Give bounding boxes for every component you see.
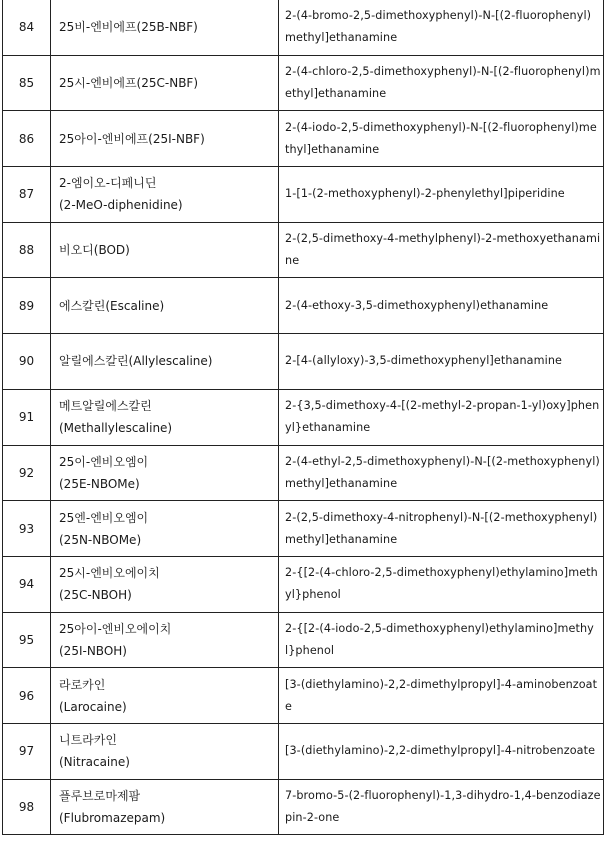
substance-name-korean: 25아이-엔비오에이치 bbox=[59, 621, 172, 636]
row-number-cell: 90 bbox=[3, 334, 51, 390]
table-row bbox=[3, 55, 604, 111]
substance-name-cell bbox=[51, 612, 279, 668]
chemical-name-cell: 2-(2,5-dimethoxy-4-methylphenyl)-2-methoxyethanamine bbox=[279, 222, 604, 278]
chemical-name-cell: 2-(4-iodo-2,5-dimethoxyphenyl)-N-[(2-fluorophenyl)methyl]ethanamine bbox=[279, 111, 604, 167]
substance-name-cell bbox=[51, 501, 279, 557]
substance-name-english: (Flubromazepam) bbox=[59, 810, 166, 825]
row-number-cell: 91 bbox=[3, 389, 51, 445]
chemical-name-cell: 2-(4-ethyl-2,5-dimethoxyphenyl)-N-[(2-methoxyphenyl)methyl]ethanamine bbox=[279, 445, 604, 501]
table-row bbox=[3, 779, 604, 835]
substance-name-cell bbox=[51, 278, 279, 334]
chemical-name-cell: 2-(4-ethoxy-3,5-dimethoxyphenyl)ethanamine bbox=[279, 278, 604, 334]
chemical-name-cell: 2-{[2-(4-chloro-2,5-dimethoxyphenyl)ethylamino]methyl}phenol bbox=[279, 556, 604, 612]
chemical-name-cell: [3-(diethylamino)-2,2-dimethylpropyl]-4-aminobenzoate bbox=[279, 668, 604, 724]
substance-name-cell bbox=[51, 389, 279, 445]
substance-name-korean: 25엔-엔비오엠이 bbox=[59, 510, 149, 525]
substance-name-cell bbox=[51, 334, 279, 390]
substance-name-korean: 25시-엔비에프(25C-NBF) bbox=[59, 76, 199, 91]
substance-name-cell bbox=[51, 668, 279, 724]
table-body bbox=[3, 0, 604, 835]
substance-name-korean: 메트알릴에스칼린 bbox=[59, 399, 152, 414]
row-number-cell: 87 bbox=[3, 167, 51, 223]
row-number-cell: 84 bbox=[3, 0, 51, 55]
substance-name-english: (25I-NBOH) bbox=[59, 643, 127, 658]
substance-name-english: (25C-NBOH) bbox=[59, 588, 132, 603]
chemical-name-cell: 2-(4-bromo-2,5-dimethoxyphenyl)-N-[(2-fluorophenyl)methyl]ethanamine bbox=[279, 0, 604, 55]
chemical-name-cell: 2-[4-(allyloxy)-3,5-dimethoxyphenyl]ethanamine bbox=[279, 334, 604, 390]
substance-name-korean: 니트라카인 bbox=[59, 733, 117, 748]
table-row bbox=[3, 278, 604, 334]
table-row bbox=[3, 389, 604, 445]
substance-name-korean: 25아이-엔비에프(25I-NBF) bbox=[59, 131, 205, 146]
table-row bbox=[3, 668, 604, 724]
substance-name-english: (Methallylescaline) bbox=[59, 421, 173, 436]
table-row bbox=[3, 334, 604, 390]
substance-name-cell bbox=[51, 167, 279, 223]
chemical-name-cell: 1-[1-(2-methoxyphenyl)-2-phenylethyl]piperidine bbox=[279, 167, 604, 223]
row-number-cell: 88 bbox=[3, 222, 51, 278]
substance-name-cell bbox=[51, 445, 279, 501]
substance-name-korean: 25비-엔비에프(25B-NBF) bbox=[59, 20, 198, 35]
table-row bbox=[3, 445, 604, 501]
substance-name-cell bbox=[51, 779, 279, 835]
substance-name-korean: 라로카인 bbox=[59, 677, 106, 692]
substance-name-korean: 비오디(BOD) bbox=[59, 243, 130, 258]
row-number-cell: 85 bbox=[3, 55, 51, 111]
table-row bbox=[3, 167, 604, 223]
substance-name-cell bbox=[51, 723, 279, 779]
substance-name-korean: 2-엠이오-디페니딘 bbox=[59, 176, 157, 191]
chemical-name-cell: 2-{[2-(4-iodo-2,5-dimethoxyphenyl)ethylamino]methyl}phenol bbox=[279, 612, 604, 668]
substance-name-cell bbox=[51, 111, 279, 167]
chemical-name-cell: 2-(2,5-dimethoxy-4-nitrophenyl)-N-[(2-methoxyphenyl)methyl]ethanamine bbox=[279, 501, 604, 557]
table-row bbox=[3, 723, 604, 779]
table-row bbox=[3, 612, 604, 668]
substance-name-english: (Nitracaine) bbox=[59, 755, 130, 770]
row-number-cell: 89 bbox=[3, 278, 51, 334]
row-number-cell: 96 bbox=[3, 668, 51, 724]
substance-name-english: (25E-NBOMe) bbox=[59, 476, 140, 491]
chemical-name-cell: 7-bromo-5-(2-fluorophenyl)-1,3-dihydro-1,4-benzodiazepin-2-one bbox=[279, 779, 604, 835]
row-number-cell: 94 bbox=[3, 556, 51, 612]
table-row bbox=[3, 222, 604, 278]
chemical-name-cell: 2-{3,5-dimethoxy-4-[(2-methyl-2-propan-1-yl)oxy]phenyl}ethanamine bbox=[279, 389, 604, 445]
substance-name-korean: 에스칼린(Escaline) bbox=[59, 298, 165, 313]
substance-name-english: (25N-NBOMe) bbox=[59, 532, 142, 547]
row-number-cell: 93 bbox=[3, 501, 51, 557]
row-number-cell: 97 bbox=[3, 723, 51, 779]
substance-name-english: (Larocaine) bbox=[59, 699, 127, 714]
substance-name-cell bbox=[51, 556, 279, 612]
table-row bbox=[3, 111, 604, 167]
substance-name-cell bbox=[51, 0, 279, 55]
table-row bbox=[3, 556, 604, 612]
chemical-name-cell: [3-(diethylamino)-2,2-dimethylpropyl]-4-nitrobenzoate bbox=[279, 723, 604, 779]
chemical-name-cell: 2-(4-chloro-2,5-dimethoxyphenyl)-N-[(2-fluorophenyl)methyl]ethanamine bbox=[279, 55, 604, 111]
row-number-cell: 86 bbox=[3, 111, 51, 167]
table-row bbox=[3, 0, 604, 55]
substance-name-korean: 알릴에스칼린(Allylescaline) bbox=[59, 354, 213, 369]
substance-name-korean: 25시-엔비오에이치 bbox=[59, 566, 160, 581]
row-number-cell: 98 bbox=[3, 779, 51, 835]
row-number-cell: 92 bbox=[3, 445, 51, 501]
table-row bbox=[3, 501, 604, 557]
drug-table bbox=[2, 0, 604, 835]
substance-name-korean: 플루브로마제팜 bbox=[59, 788, 141, 803]
substance-name-cell bbox=[51, 55, 279, 111]
row-number-cell: 95 bbox=[3, 612, 51, 668]
substance-name-english: (2-MeO-diphenidine) bbox=[59, 198, 183, 213]
substance-name-korean: 25이-엔비오엠이 bbox=[59, 454, 149, 469]
substance-name-cell bbox=[51, 222, 279, 278]
